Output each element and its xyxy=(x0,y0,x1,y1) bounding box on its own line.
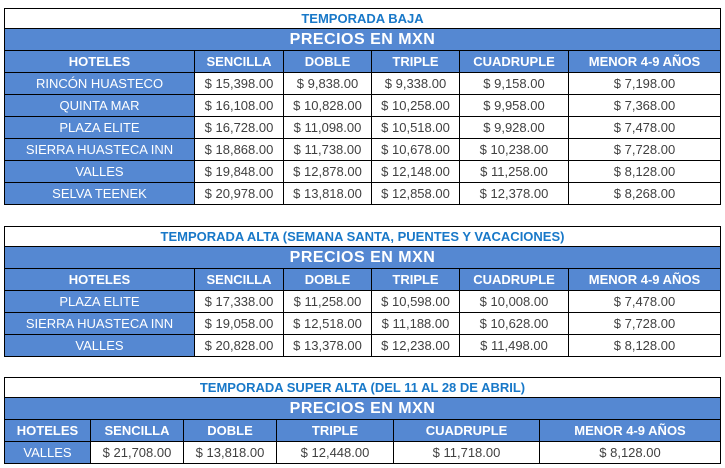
price-cell: $ 11,498.00 xyxy=(460,335,569,357)
table-row xyxy=(5,378,721,398)
hotel-name: SELVA TEENEK xyxy=(5,183,195,205)
price-cell: $ 9,338.00 xyxy=(372,73,460,95)
table-row xyxy=(5,95,721,117)
hotel-name: SIERRA HUASTECA INN xyxy=(5,313,195,335)
price-cell: $ 8,128.00 xyxy=(569,161,721,183)
price-cell: $ 11,188.00 xyxy=(372,313,460,335)
price-cell: $ 9,158.00 xyxy=(460,73,569,95)
price-cell: $ 20,828.00 xyxy=(195,335,284,357)
column-header: MENOR 4-9 AÑOS xyxy=(569,269,721,291)
column-header: HOTELES xyxy=(5,420,91,442)
table-row xyxy=(5,291,721,313)
price-cell: $ 20,978.00 xyxy=(195,183,284,205)
price-cell: $ 12,858.00 xyxy=(372,183,460,205)
price-cell: $ 9,928.00 xyxy=(460,117,569,139)
price-cell: $ 10,008.00 xyxy=(460,291,569,313)
price-cell: $ 12,448.00 xyxy=(277,442,394,464)
price-cell: $ 15,398.00 xyxy=(195,73,284,95)
column-header: MENOR 4-9 AÑOS xyxy=(569,51,721,73)
table-row xyxy=(5,51,721,73)
price-cell: $ 17,338.00 xyxy=(195,291,284,313)
price-cell: $ 12,238.00 xyxy=(372,335,460,357)
table-row xyxy=(5,398,721,420)
precios-banner: PRECIOS EN MXN xyxy=(5,398,721,420)
table-row xyxy=(5,29,721,51)
column-header: DOBLE xyxy=(284,51,372,73)
price-cell: $ 19,848.00 xyxy=(195,161,284,183)
column-header: CUADRUPLE xyxy=(394,420,540,442)
table-row xyxy=(5,442,721,464)
price-cell: $ 13,818.00 xyxy=(184,442,277,464)
price-cell: $ 12,518.00 xyxy=(284,313,372,335)
price-cell: $ 13,378.00 xyxy=(284,335,372,357)
column-header: CUADRUPLE xyxy=(460,51,569,73)
column-header: CUADRUPLE xyxy=(460,269,569,291)
price-cell: $ 10,678.00 xyxy=(372,139,460,161)
season-price-table xyxy=(4,377,721,464)
table-row xyxy=(5,335,721,357)
price-cell: $ 12,878.00 xyxy=(284,161,372,183)
column-header: TRIPLE xyxy=(372,269,460,291)
hotel-name: RINCÓN HUASTECO xyxy=(5,73,195,95)
table-row xyxy=(5,247,721,269)
price-cell: $ 16,728.00 xyxy=(195,117,284,139)
column-header: TRIPLE xyxy=(372,51,460,73)
price-cell: $ 13,818.00 xyxy=(284,183,372,205)
price-cell: $ 9,958.00 xyxy=(460,95,569,117)
price-cell: $ 11,098.00 xyxy=(284,117,372,139)
price-cell: $ 21,708.00 xyxy=(91,442,184,464)
price-cell: $ 19,058.00 xyxy=(195,313,284,335)
column-header: HOTELES xyxy=(5,51,195,73)
price-cell: $ 7,198.00 xyxy=(569,73,721,95)
price-cell: $ 10,828.00 xyxy=(284,95,372,117)
table-row xyxy=(5,161,721,183)
price-cell: $ 7,368.00 xyxy=(569,95,721,117)
price-cell: $ 7,728.00 xyxy=(569,313,721,335)
hotel-name: PLAZA ELITE xyxy=(5,291,195,313)
season-price-table xyxy=(4,8,721,205)
season-title: TEMPORADA SUPER ALTA (DEL 11 AL 28 DE ABRIL) xyxy=(5,378,721,398)
table-row xyxy=(5,313,721,335)
hotel-name: PLAZA ELITE xyxy=(5,117,195,139)
table-row xyxy=(5,269,721,291)
price-cell: $ 7,478.00 xyxy=(569,117,721,139)
season-title: TEMPORADA BAJA xyxy=(5,9,721,29)
hotel-name: VALLES xyxy=(5,442,91,464)
price-cell: $ 11,738.00 xyxy=(284,139,372,161)
column-header: DOBLE xyxy=(284,269,372,291)
table-row xyxy=(5,183,721,205)
precios-banner: PRECIOS EN MXN xyxy=(5,29,721,51)
hotel-name: VALLES xyxy=(5,335,195,357)
price-cell: $ 10,518.00 xyxy=(372,117,460,139)
price-cell: $ 11,258.00 xyxy=(284,291,372,313)
price-cell: $ 12,378.00 xyxy=(460,183,569,205)
column-header: MENOR 4-9 AÑOS xyxy=(540,420,721,442)
price-cell: $ 18,868.00 xyxy=(195,139,284,161)
season-title: TEMPORADA ALTA (SEMANA SANTA, PUENTES Y VACACIONES) xyxy=(5,227,721,247)
hotel-name: VALLES xyxy=(5,161,195,183)
column-header: SENCILLA xyxy=(91,420,184,442)
table-row xyxy=(5,9,721,29)
price-cell: $ 11,718.00 xyxy=(394,442,540,464)
price-cell: $ 8,268.00 xyxy=(569,183,721,205)
table-row xyxy=(5,73,721,95)
column-header: SENCILLA xyxy=(195,51,284,73)
price-cell: $ 12,148.00 xyxy=(372,161,460,183)
hotel-name: SIERRA HUASTECA INN xyxy=(5,139,195,161)
column-header: SENCILLA xyxy=(195,269,284,291)
price-cell: $ 7,478.00 xyxy=(569,291,721,313)
price-cell: $ 8,128.00 xyxy=(569,335,721,357)
price-cell: $ 10,258.00 xyxy=(372,95,460,117)
table-row xyxy=(5,117,721,139)
table-row xyxy=(5,420,721,442)
price-cell: $ 10,628.00 xyxy=(460,313,569,335)
table-row xyxy=(5,139,721,161)
price-cell: $ 10,238.00 xyxy=(460,139,569,161)
hotel-name: QUINTA MAR xyxy=(5,95,195,117)
column-header: TRIPLE xyxy=(277,420,394,442)
price-cell: $ 11,258.00 xyxy=(460,161,569,183)
price-cell: $ 16,108.00 xyxy=(195,95,284,117)
price-cell: $ 10,598.00 xyxy=(372,291,460,313)
price-cell: $ 9,838.00 xyxy=(284,73,372,95)
season-price-table xyxy=(4,226,721,357)
table-row xyxy=(5,227,721,247)
precios-banner: PRECIOS EN MXN xyxy=(5,247,721,269)
price-cell: $ 7,728.00 xyxy=(569,139,721,161)
column-header: HOTELES xyxy=(5,269,195,291)
price-cell: $ 8,128.00 xyxy=(540,442,721,464)
column-header: DOBLE xyxy=(184,420,277,442)
